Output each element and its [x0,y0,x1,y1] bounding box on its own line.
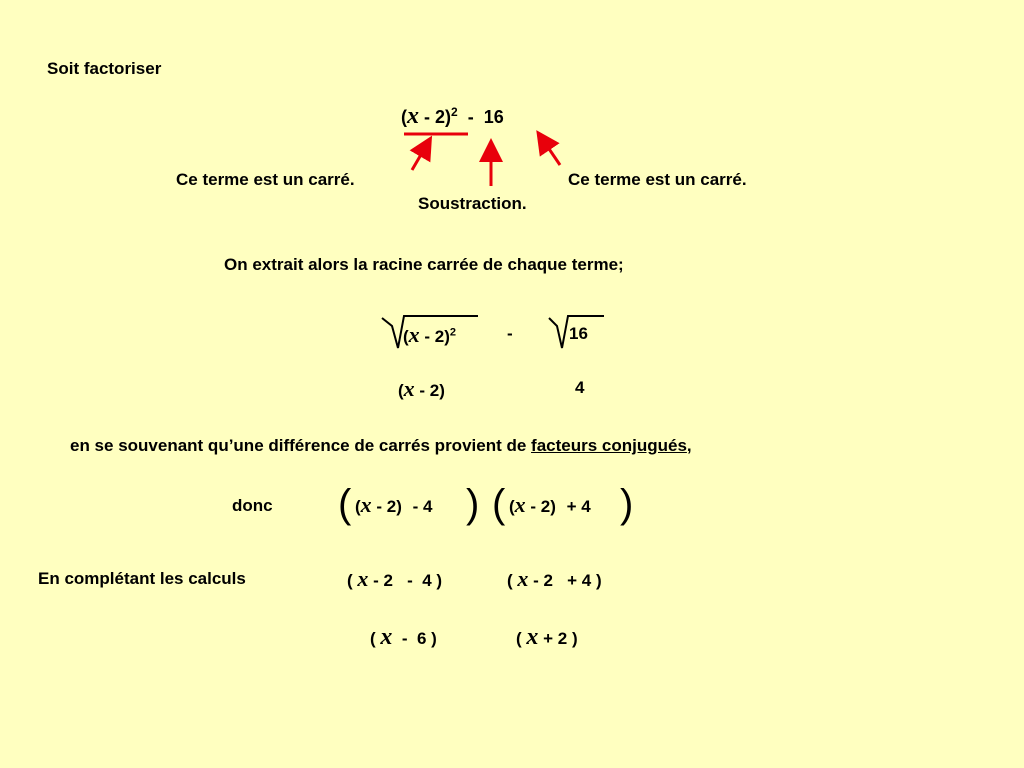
donc-factor-2 [509,492,591,518]
result-open-paren: ( [398,381,404,400]
completing-factor-1 [347,566,442,592]
factor-open-paren: ( [347,571,353,590]
factor-op: - 4 [412,497,433,516]
variable-x: x [526,624,539,650]
exponent: 2 [451,105,458,119]
root-intro: On extrait alors la racine carrée de chaque terme; [224,255,624,274]
root-open-paren: ( [403,327,409,346]
factor-rest: - 2) [371,497,402,516]
root-minus: - [507,324,513,343]
annotation-right: Ce terme est un carré. [568,170,747,189]
final-factor-2 [516,624,578,651]
variable-x: x [357,566,369,591]
big-paren-open-1: ( [338,482,352,526]
root-result-right: 4 [575,378,585,397]
variable-x: x [380,624,393,650]
factor-open-paren: ( [516,629,522,648]
arrow-right [543,140,560,165]
factor-open-paren: ( [509,497,515,516]
annotation-middle: Soustraction. [418,194,527,213]
root-result-left [398,376,445,402]
annotation-left: Ce terme est un carré. [176,170,355,189]
variable-x: x [403,376,415,401]
final-factor-1 [370,624,437,651]
donc-label: donc [232,496,273,515]
factor-rest: - 2 - 4 ) [368,571,443,590]
factor-open-paren: ( [355,497,361,516]
difference-end: , [686,436,692,455]
big-paren-close-1: ) [466,482,480,526]
variable-x: x [360,492,372,517]
completing-factor-2 [507,566,602,592]
factor-open-paren: ( [507,571,513,590]
completing-label: En complétant les calculs [38,569,246,588]
difference-sentence [70,436,692,456]
factor-rest: - 6 ) [392,629,437,648]
factor-open-paren: ( [370,629,376,648]
variable-x: x [408,322,420,347]
expr-sixteen: 16 [483,107,504,127]
factor-rest: + 2 ) [538,629,578,648]
donc-factor-1 [355,492,432,518]
big-paren-open-2: ( [492,482,506,526]
expr-open-paren: ( [401,107,407,127]
root-right-content: 16 [569,324,588,343]
variable-x: x [407,103,419,129]
root-left-rest: - 2) [419,327,450,346]
result-left-rest: - 2) [414,381,445,400]
expr-minus: - [457,107,484,127]
big-paren-close-2: ) [620,482,634,526]
exponent: 2 [449,326,457,339]
factor-op: + 4 [566,497,591,516]
arrow-left [412,146,426,170]
facteurs-conjugues-link: facteurs conjugués [531,436,687,455]
variable-x: x [517,566,529,591]
page-title: Soit factoriser [47,59,162,78]
factor-rest: - 2 + 4 ) [528,571,602,590]
root-left-content [403,322,456,348]
difference-text: en se souvenant qu’une différence de carrés provient de [70,436,532,455]
factor-rest: - 2) [525,497,556,516]
variable-x: x [514,492,526,517]
expr-minus-two: - 2) [419,107,452,127]
